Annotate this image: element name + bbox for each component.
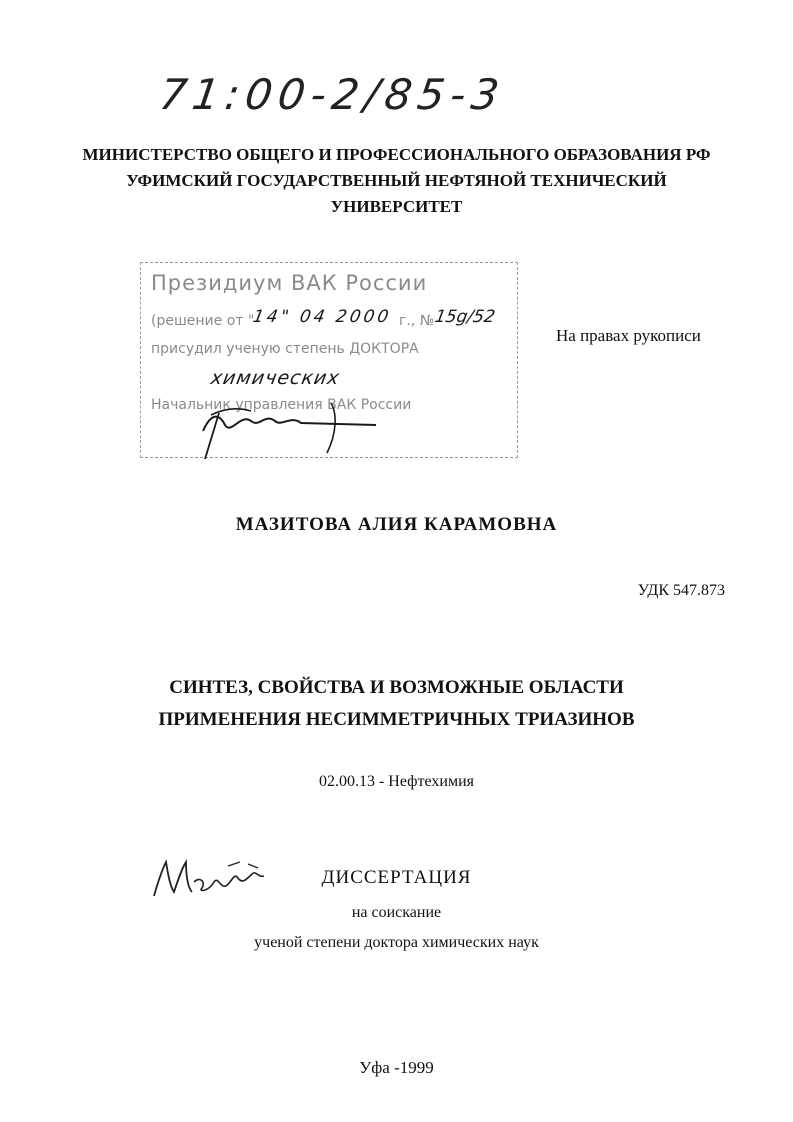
author-name: МАЗИТОВА АЛИЯ КАРАМОВНА [235,514,558,535]
degree-line: ученой степени доктора химических наук [254,934,539,951]
ministry-name: МИНИСТЕРСТВО ОБЩЕГО И ПРОФЕССИОНАЛЬНОГО ОБРАЗОВАНИЯ РФ [82,145,711,164]
document-type: ДИССЕРТАЦИЯ [321,867,472,888]
udk-code: УДК 547.873 [637,582,725,599]
city-year: Уфа -1999 [359,1058,434,1077]
stamp-field: химических [209,367,342,389]
stamp-head-line: Начальник управления ВАК России [151,397,412,413]
stamp-signature-icon [141,263,519,459]
stamp-title: Президиум ВАК России [151,271,428,295]
stamp-date: 14" 04 2000 [251,307,393,327]
thesis-title-line1: СИНТЕЗ, СВОЙСТВА И ВОЗМОЖНЫЕ ОБЛАСТИ [169,677,624,698]
university-name: УФИМСКИЙ ГОСУДАРСТВЕННЫЙ НЕФТЯНОЙ ТЕХНИЧЕСКИЙ [126,171,667,190]
rights-notice: На правах рукописи [556,326,701,345]
archive-number: 71:00-2/85-3 [156,70,508,119]
specialty-code: 02.00.13 - Нефтехимия [318,773,475,790]
vak-stamp [140,262,518,458]
stamp-degree-line: присудил ученую степень ДОКТОРА [151,341,419,357]
university-name-cont: УНИВЕРСИТЕТ [330,197,463,216]
thesis-title-line2: ПРИМЕНЕНИЯ НЕСИММЕТРИЧНЫХ ТРИАЗИНОВ [158,709,635,730]
stamp-number: 15g/52 [433,307,497,327]
purpose-line: на соискание [351,904,442,921]
stamp-number-label: г., № [399,313,435,329]
stamp-decision-prefix: (решение от " [151,313,255,329]
